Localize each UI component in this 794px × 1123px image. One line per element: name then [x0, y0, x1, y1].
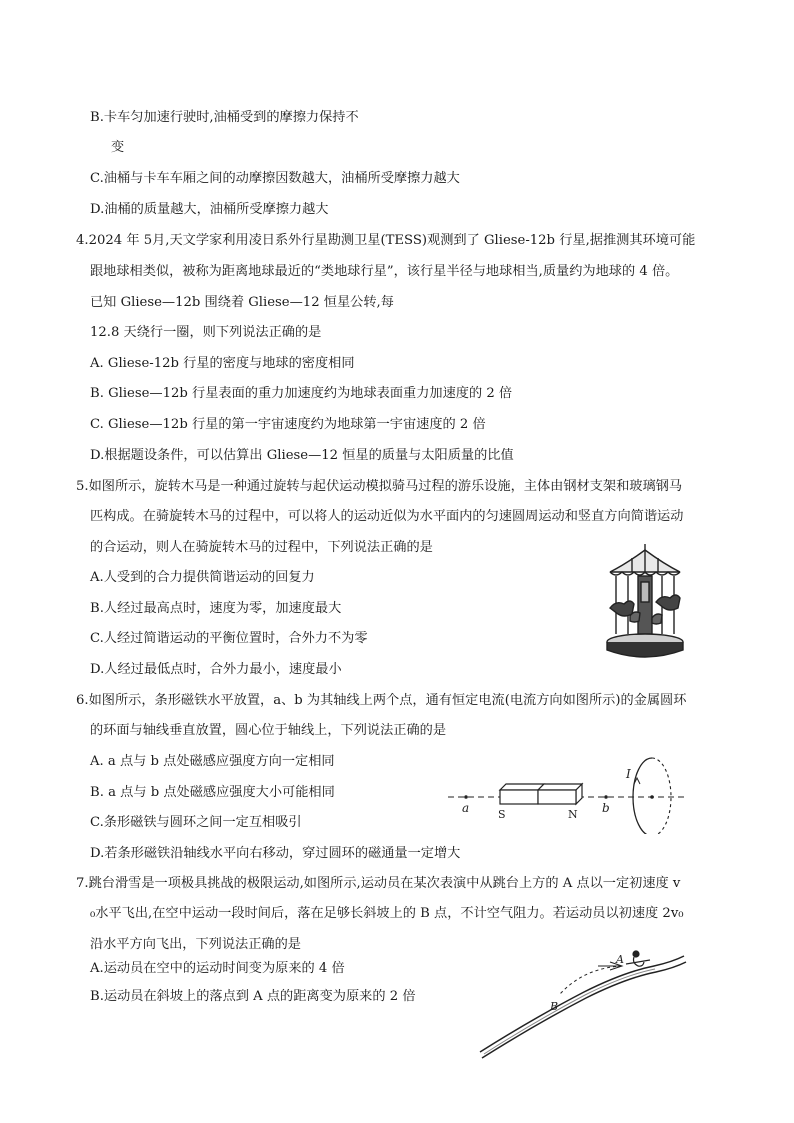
q7-stem-line1: 7.跳台滑雪是一项极具挑战的极限运动,如图所示,运动员在某次表演中从跳台上方的 A 点以一定初速度 v: [76, 876, 681, 891]
q5-stem-line1: 5.如图所示，旋转木马是一种通过旋转与起伏运动模拟骑马过程的游乐设施，主体由钢材支架和玻璃钢马: [76, 479, 683, 494]
magnet-s-label: S: [498, 808, 506, 821]
q5-option-c: C.人经过简谐运动的平衡位置时，合外力不为零: [90, 631, 368, 646]
point-a-label: A: [616, 953, 624, 966]
ring-back: [652, 758, 671, 834]
q5-stem-line3: 的合运动，则人在骑旋转木马的过程中，下列说法正确的是: [90, 540, 433, 555]
q6-option-c: C.条形磁铁与圆环之间一定互相吸引: [90, 815, 302, 830]
q3-option-b-line1: B.卡车匀加速行驶时,油桶受到的摩擦力保持不: [90, 110, 359, 125]
point-b: [604, 795, 608, 799]
point-b-label: B: [550, 1000, 559, 1013]
ski-jump-figure: [474, 944, 692, 1060]
q7-stem-line3: 沿水平方向飞出，下列说法正确的是: [90, 937, 301, 952]
carousel-figure: [604, 542, 686, 660]
q4-option-d: D.根据题设条件，可以估算出 Gliese—12 恒星的质量与太阳质量的比值: [90, 448, 514, 463]
q4-option-a: A. Gliese-12b 行星的密度与地球的密度相同: [90, 356, 355, 371]
q3-option-b-line2: 变: [111, 140, 125, 155]
q4-stem-line4: 12.8 天绕行一圈，则下列说法正确的是: [90, 325, 322, 340]
point-b-label: b: [602, 801, 610, 815]
point-a-label: a: [462, 801, 470, 815]
trajectory: [560, 966, 622, 994]
q4-option-c: C. Gliese—12b 行星的第一宇宙速度约为地球第一宇宙速度的 2 倍: [90, 417, 486, 432]
q5-option-a: A.人受到的合力提供简谐运动的回复力: [90, 570, 315, 585]
q4-stem-line3: 已知 Gliese—12b 围绕着 Gliese—12 恒星公转,每: [90, 295, 394, 310]
q5-stem-line2: 匹构成。在骑旋转木马的过程中，可以将人的运动近似为水平面内的匀速圆周运动和竖直方向简谐运动: [90, 509, 684, 524]
q7-stem-line2: ₀水平飞出,在空中运动一段时间后，落在足够长斜坡上的 B 点，不计空气阻力。若运动员以初速度 2v₀: [90, 906, 684, 921]
q4-stem-line1: 4.2024 年 5月,天文学家利用凌日系外行星勘测卫星(TESS)观测到了 Gliese-12b 行星,据推测其环境可能: [76, 233, 696, 248]
q5-option-d: D.人经过最低点时，合外力最小，速度最小: [90, 662, 342, 677]
q4-option-b: B. Gliese—12b 行星表面的重力加速度约为地球表面重力加速度的 2 倍: [90, 386, 513, 401]
q6-option-d: D.若条形磁铁沿轴线水平向右移动，穿过圆环的磁通量一定增大: [90, 846, 461, 861]
skier-icon: [626, 951, 650, 966]
q7-option-a: A.运动员在空中的运动时间变为原来的 4 倍: [90, 961, 345, 976]
magnet-n-label: N: [568, 808, 578, 821]
q6-stem-line1: 6.如图所示，条形磁铁水平放置，a、b 为其轴线上两个点，通有恒定电流(电流方向如图所示)的金属圆环: [76, 693, 687, 708]
q3-option-d: D.油桶的质量越大，油桶所受摩擦力越大: [90, 202, 329, 217]
current-label: I: [626, 767, 631, 781]
q3-option-c: C.油桶与卡车车厢之间的动摩擦因数越大，油桶所受摩擦力越大: [90, 171, 460, 186]
bar-magnet: [500, 784, 582, 804]
point-a: [464, 795, 468, 799]
ring-front: [633, 758, 652, 834]
slope-lower-edge: [482, 962, 686, 1058]
ring-center: [650, 795, 654, 799]
q6-option-a: A. a 点与 b 点处磁感应强度方向一定相同: [90, 754, 335, 769]
q7-option-b: B.运动员在斜坡上的落点到 A 点的距离变为原来的 2 倍: [90, 989, 416, 1004]
q6-stem-line2: 的环面与轴线垂直放置，圆心位于轴线上，下列说法正确的是: [90, 723, 447, 738]
q6-option-b: B. a 点与 b 点处磁感应强度大小可能相同: [90, 785, 335, 800]
q4-stem-line2: 跟地球相类似，被称为距离地球最近的“类地球行星”，该行星半径与地球相当,质量约为地球的 4 倍。: [90, 264, 679, 279]
magnet-ring-figure: [440, 754, 690, 834]
q5-option-b: B.人经过最高点时，速度为零，加速度最大: [90, 601, 342, 616]
